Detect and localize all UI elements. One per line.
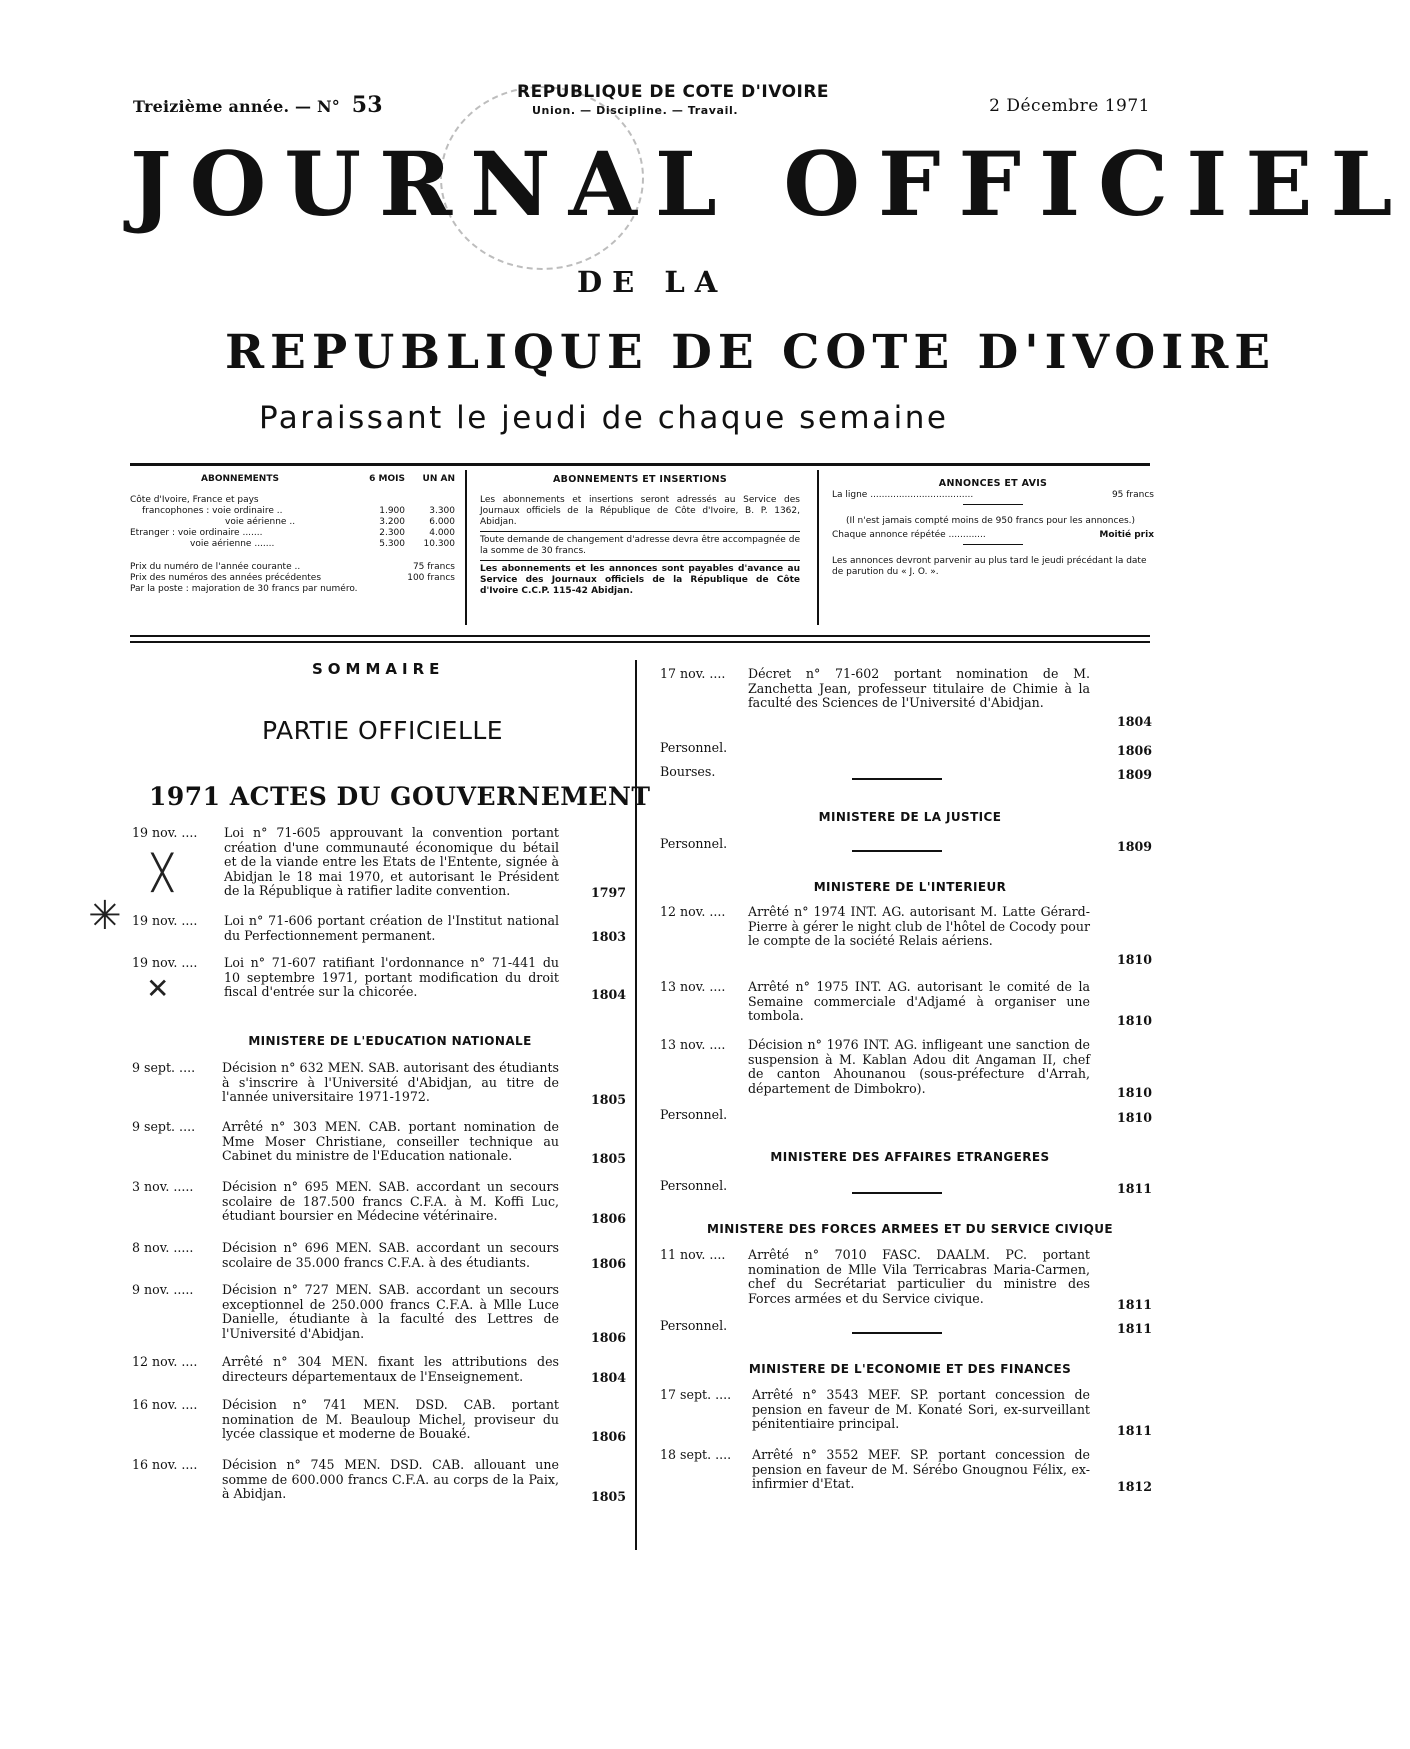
journal-title: JOURNAL OFFICIEL: [130, 132, 1410, 236]
list-item: 17 nov. .... Décret n° 71-602 portant nomination de M. Zanchetta Jean, professeur titulaire de Chimie à la faculté des Sciences de l'Université d'Abidjan. 1804: [660, 666, 1152, 729]
list-item: 8 nov. ..... Décision n° 696 MEN. SAB. accordant un secours scolaire de 35.000 francs C.F.A. à des étudiants. 1806: [132, 1240, 626, 1271]
info-top-rule: [130, 463, 1150, 466]
subs-insertions-address: Les abonnements et insertions seront adressés au Service des Journaux officiels de la République de Côte d'Ivoire, B. P. 1362, Abidjan.: [480, 495, 800, 527]
price-row: Par la poste : majoration de 30 francs par numéro.: [130, 584, 358, 594]
subs-row: Côte d'Ivoire, France et pays: [130, 495, 259, 505]
announcements-title: ANNONCES ET AVIS: [938, 478, 1048, 489]
personnel-label: Personnel.: [660, 1318, 728, 1333]
summary-title: SOMMAIRE: [312, 660, 445, 678]
list-item: 17 sept. .... Arrêté n° 3543 MEF. SP. portant concession de pension en faveur de M. Konaté Sori, ex-surveillant pénitentiaire principal. 1811: [660, 1387, 1152, 1438]
info-bottom-rule-1: [130, 635, 1150, 637]
list-item: 19 nov. .... Loi n° 71-605 approuvant la convention portant création d'une communauté économique du bétail et de la viande entre les Etats de l'Entente, signée à Abidjan le 18 mai 1970, et autorisant le Président de la République à ratifier ladite convention. 1797: [132, 825, 626, 900]
issue-number: 53: [351, 92, 383, 118]
personnel-label: Personnel.: [660, 1178, 728, 1193]
list-item: 18 sept. .... Arrêté n° 3552 MEF. SP. portant concession de pension en faveur de M. Sérébo Gnougnou Félix, ex-infirmier d'Etat. 1812: [660, 1447, 1152, 1494]
forces-personnel-page: 1811: [1116, 1321, 1152, 1336]
minimum-note: (Il n'est jamais compté moins de 950 francs pour les annonces.): [846, 516, 1136, 526]
personnel-page: 1806: [1116, 743, 1152, 758]
col-1-year: UN AN: [422, 474, 455, 484]
subs-row: voie aérienne ....... 5.300 10.300: [190, 539, 455, 549]
list-item: 12 nov. .... Arrêté n° 304 MEN. fixant les attributions des directeurs départementaux de l'Enseignement. 1804: [132, 1354, 626, 1385]
margin-cross-mark: ✕: [146, 972, 170, 1005]
repeat-price: Moitié prix: [1099, 530, 1154, 540]
list-item: 9 nov. ..... Décision n° 727 MEN. SAB. accordant un secours exceptionnel de 250.000 francs C.F.A. à Mlle Luce Danielle, étudiante à la faculté des Lettres de l'Université d'Abidjan. 1806: [132, 1282, 626, 1345]
ministry-heading: MINISTERE DE LA JUSTICE: [818, 810, 1002, 824]
ministry-heading: MINISTERE DE L'INTERIEUR: [813, 880, 1007, 894]
list-item: 11 nov. .... Arrêté n° 7010 FASC. DAALM. PC. portant nomination de Mlle Vila Terricabras Maria-Carmen, chef du Secrétariat particulier du ministre des Forces armées et du Service civique. 1811: [660, 1247, 1152, 1312]
ministry-heading: MINISTERE DE L'EDUCATION NATIONALE: [248, 1034, 532, 1048]
info-divider-1: [465, 470, 467, 625]
divider: [852, 850, 942, 852]
bourses-page: 1809: [1116, 767, 1152, 782]
deadline-note: Les annonces devront parvenir au plus tard le jeudi précédant la date de parution du « J. O. ».: [832, 556, 1147, 577]
ministry-heading: MINISTERE DE L'ECONOMIE ET DES FINANCES: [748, 1362, 1072, 1376]
masthead-de-la: DE LA: [577, 265, 728, 299]
line-price-label: La ligne ....................................: [832, 490, 974, 500]
list-item: 13 nov. .... Décision n° 1976 INT. AG. infligeant une sanction de suspension à M. Kablan Adou dit Angaman II, chef de canton Ahounanou (sous-préfecture d'Arrah, département de Dimbokro). 1810: [660, 1037, 1152, 1100]
interieur-personnel-page: 1810: [1116, 1110, 1152, 1125]
margin-cross-mark: ╳: [152, 853, 173, 893]
subs-insertions-payment: Les abonnements et les annonces sont payables d'avance au Service des Journaux officiels de la République de Côte d'Ivoire C.C.P. 115-42 Abidjan.: [480, 564, 800, 596]
personnel-label: Personnel.: [660, 740, 728, 755]
list-item: 9 sept. .... Décision n° 632 MEN. SAB. autorisant des étudiants à s'inscrire à l'Université d'Abidjan, au titre de l'année universitaire 1971-1972. 1805: [132, 1060, 626, 1107]
list-item: 3 nov. ..... Décision n° 695 MEN. SAB. accordant un secours scolaire de 187.500 francs C.F.A. à M. Koffi Luc, étudiant boursier en Médecine vétérinaire. 1806: [132, 1179, 626, 1226]
announcements-box: [832, 478, 1154, 578]
personnel-label: Personnel.: [660, 1107, 728, 1122]
list-item: 16 nov. .... Décision n° 745 MEN. DSD. CAB. allouant une somme de 600.000 francs C.F.A. au corps de la Paix, à Abidjan. 1805: [132, 1457, 626, 1504]
subs-insertions-box: [480, 474, 800, 597]
ministry-heading: MINISTERE DES AFFAIRES ETRANGERES: [770, 1150, 1050, 1164]
subs-row: Etranger : voie ordinaire ....... 2.300 4.000: [130, 528, 455, 538]
repeat-label: Chaque annonce répétée .............: [832, 530, 986, 540]
divider: [852, 1332, 942, 1334]
subscriptions-box: [130, 474, 455, 595]
price-row: Prix du numéro de l'année courante .. 75 francs: [130, 562, 455, 572]
partie-officielle: PARTIE OFFICIELLE: [262, 716, 504, 745]
divider: [852, 1192, 942, 1194]
list-item: 19 nov. .... Loi n° 71-607 ratifiant l'ordonnance n° 71-441 du 10 septembre 1971, portant modification du droit fiscal d'entrée sur la chicorée. 1804: [132, 955, 626, 1002]
col-6-months: 6 MOIS: [369, 474, 405, 484]
bourses-label: Bourses.: [660, 764, 716, 779]
info-bottom-rule-2: [130, 641, 1150, 643]
ministry-heading: MINISTERE DES FORCES ARMEES ET DU SERVICE CIVIQUE: [707, 1222, 1113, 1236]
list-item: 16 nov. .... Décision n° 741 MEN. DSD. CAB. portant nomination de M. Beauloup Michel, proviseur du lycée classique et moderne de Bouaké. 1806: [132, 1397, 626, 1444]
divider: [852, 778, 942, 780]
personnel-label: Personnel.: [660, 836, 728, 851]
subs-insertions-title: ABONNEMENTS ET INSERTIONS: [553, 474, 727, 485]
line-price: 95 francs: [1111, 490, 1154, 500]
issue-label: Treizième année. — N°: [133, 97, 340, 116]
list-item: 19 nov. .... Loi n° 71-606 portant création de l'Institut national du Perfectionnement permanent. 1803: [132, 913, 626, 944]
price-row: Prix des numéros des années précédentes 100 francs: [130, 573, 455, 583]
publication-frequency: Paraissant le jeudi de chaque semaine: [259, 400, 949, 436]
subscriptions-title: ABONNEMENTS: [201, 474, 279, 484]
etrangeres-page: 1811: [1116, 1181, 1152, 1196]
margin-asterisk-mark: ✳: [88, 893, 122, 939]
subs-insertions-address-change: Toute demande de changement d'adresse devra être accompagnée de la somme de 30 francs.: [480, 535, 800, 556]
republic-header: REPUBLIQUE DE COTE D'IVOIRE: [517, 82, 830, 102]
actes-heading: 1971 ACTES DU GOUVERNEMENT: [149, 782, 651, 811]
issue-line: [133, 92, 383, 118]
national-motto: Union. — Discipline. — Travail.: [532, 104, 739, 117]
list-item: 12 nov. .... Arrêté n° 1974 INT. AG. autorisant M. Latte Gérard-Pierre à gérer le night club de l'hôtel de Cocody pour le compte de la société Relais aériens. 1810: [660, 904, 1152, 967]
info-divider-2: [817, 470, 819, 625]
justice-page: 1809: [1116, 839, 1152, 854]
list-item: 9 sept. .... Arrêté n° 303 MEN. CAB. portant nomination de Mme Moser Christiane, conseiller technique au Cabinet du ministre de l'Education nationale. 1805: [132, 1119, 626, 1166]
list-item: 13 nov. .... Arrêté n° 1975 INT. AG. autorisant le comité de la Semaine commerciale d'Adjamé à organiser une tombola. 1810: [660, 979, 1152, 1028]
masthead-republic: REPUBLIQUE DE COTE D'IVOIRE: [225, 325, 1277, 380]
subs-row: voie aérienne .. 3.200 6.000: [225, 517, 455, 527]
issue-date: 2 Décembre 1971: [989, 96, 1150, 116]
subs-row: francophones : voie ordinaire .. 1.900 3.300: [142, 506, 455, 516]
